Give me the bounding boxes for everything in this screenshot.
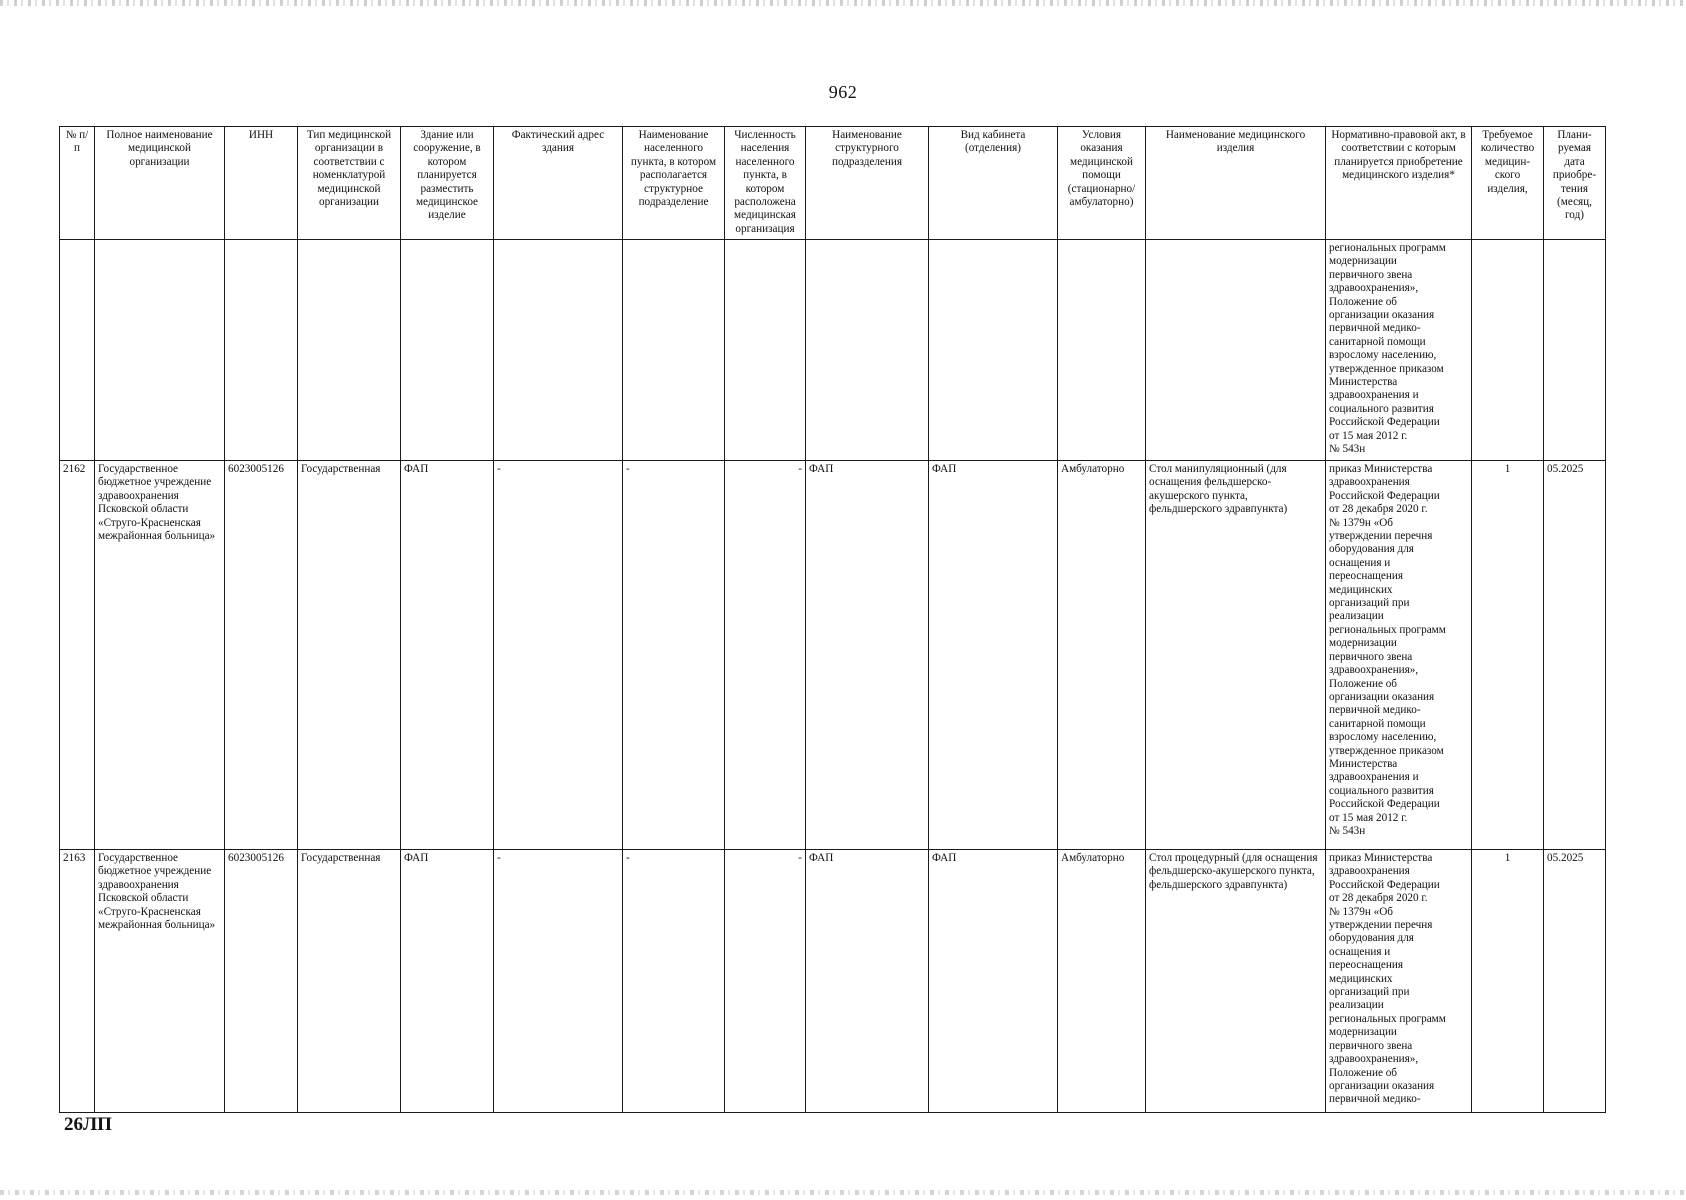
cell-law: приказ Министерства здравоохранения Российской Федерации от 28 декабря 2020 г. № 1379н «Об утверждении перечня оборудования для оснащения и переоснащения медицинских организаций при реализации региональных программ модернизации первичного звена здравоохранения», Положение об организации оказания первичной медико- <box>1326 850 1472 1113</box>
col-header-type: Тип медицинской организации в соответствии с номенклатурой медицинской организации <box>298 127 401 240</box>
cell-num: 2163 <box>60 850 95 1113</box>
table-row-continuation <box>60 240 1606 461</box>
cell-conditions: Амбулаторно <box>1058 850 1146 1113</box>
col-header-building: Здание или сооружение, в котором планируется разместить медицинское изделие <box>401 127 494 240</box>
cell-unit: ФАП <box>806 461 929 850</box>
col-header-unit: Наименование структурного подразделения <box>806 127 929 240</box>
cell-unit: ФАП <box>806 850 929 1113</box>
col-header-num: № п/п <box>60 127 95 240</box>
cell-conditions <box>1058 240 1146 461</box>
cell-conditions: Амбулаторно <box>1058 461 1146 850</box>
col-header-address: Фактический адрес здания <box>494 127 623 240</box>
cell-law: региональных программ модернизации первичного звена здравоохранения», Положение об организации оказания первичной медико- санитарной помощи взрослому населению, утвержденное приказом Министерства здравоохранения и социального развития Российской Федерации от 15 мая 2012 г. № 543н <box>1326 240 1472 461</box>
cell-qty: 1 <box>1472 850 1544 1113</box>
cell-type <box>298 240 401 461</box>
col-header-date: Плани-руемая дата приобре-тения (месяц, год) <box>1544 127 1606 240</box>
col-header-org: Полное наименование медицинской организации <box>95 127 225 240</box>
cell-address <box>494 240 623 461</box>
cell-building: ФАП <box>401 850 494 1113</box>
cell-cabinet <box>929 240 1058 461</box>
cell-law: приказ Министерства здравоохранения Российской Федерации от 28 декабря 2020 г. № 1379н «Об утверждении перечня оборудования для оснащения и переоснащения медицинских организаций при реализации региональных программ модернизации первичного звена здравоохранения», Положение об организации оказания первичной медико- санитарной помощи взрослому населению, утвержденное приказом Министерства здравоохранения и социального развития Российской Федерации от 15 мая 2012 г. № 543н <box>1326 461 1472 850</box>
cell-population: - <box>725 461 806 850</box>
cell-inn <box>225 240 298 461</box>
cell-settlement <box>623 240 725 461</box>
col-header-device: Наименование медицинского изделия <box>1146 127 1326 240</box>
cell-settlement: - <box>623 850 725 1113</box>
cell-cabinet: ФАП <box>929 461 1058 850</box>
page-number: 962 <box>828 82 858 102</box>
equipment-register-table <box>59 126 1606 1113</box>
col-header-population: Численность населения населенного пункта, в котором расположена медицинская организация <box>725 127 806 240</box>
cell-building <box>401 240 494 461</box>
cell-type: Государственная <box>298 850 401 1113</box>
cell-cabinet: ФАП <box>929 850 1058 1113</box>
cell-qty <box>1472 240 1544 461</box>
scan-edge-bottom <box>0 1190 1686 1195</box>
col-header-settlement: Наименование населенного пункта, в котором располагается структурное подразделение <box>623 127 725 240</box>
cell-device: Стол процедурный (для оснащения фельдшерско-акушерского пункта, фельдшерского здравпункта) <box>1146 850 1326 1113</box>
cell-org: Государственное бюджетное учреждение здравоохранения Псковской области «Струго-Красненская межрайонная больница» <box>95 461 225 850</box>
cell-org <box>95 240 225 461</box>
cell-date <box>1544 240 1606 461</box>
cell-device: Стол манипуляционный (для оснащения фельдшерско-акушерского пункта, фельдшерского здравпункта) <box>1146 461 1326 850</box>
cell-building: ФАП <box>401 461 494 850</box>
document-code: 26ЛП <box>64 1114 112 1135</box>
cell-qty: 1 <box>1472 461 1544 850</box>
cell-inn: 6023005126 <box>225 461 298 850</box>
cell-settlement: - <box>623 461 725 850</box>
scan-edge-top <box>0 0 1686 6</box>
col-header-cabinet: Вид кабинета (отделения) <box>929 127 1058 240</box>
col-header-conditions: Условия оказания медицинской помощи (стационарно/ амбулаторно) <box>1058 127 1146 240</box>
header-row <box>60 127 1606 240</box>
cell-date: 05.2025 <box>1544 461 1606 850</box>
cell-address: - <box>494 850 623 1113</box>
cell-address: - <box>494 461 623 850</box>
col-header-law: Нормативно-правовой акт, в соответствии с которым планируется приобретение медицинского изделия* <box>1326 127 1472 240</box>
cell-num <box>60 240 95 461</box>
table-row <box>60 461 1606 850</box>
cell-org: Государственное бюджетное учреждение здравоохранения Псковской области «Струго-Красненская межрайонная больница» <box>95 850 225 1113</box>
cell-type: Государственная <box>298 461 401 850</box>
cell-date: 05.2025 <box>1544 850 1606 1113</box>
col-header-inn: ИНН <box>225 127 298 240</box>
cell-device <box>1146 240 1326 461</box>
cell-unit <box>806 240 929 461</box>
table-row <box>60 850 1606 1113</box>
cell-num: 2162 <box>60 461 95 850</box>
col-header-qty: Требуемое количество медицин-ского изделия, <box>1472 127 1544 240</box>
cell-population: - <box>725 850 806 1113</box>
cell-population <box>725 240 806 461</box>
cell-inn: 6023005126 <box>225 850 298 1113</box>
